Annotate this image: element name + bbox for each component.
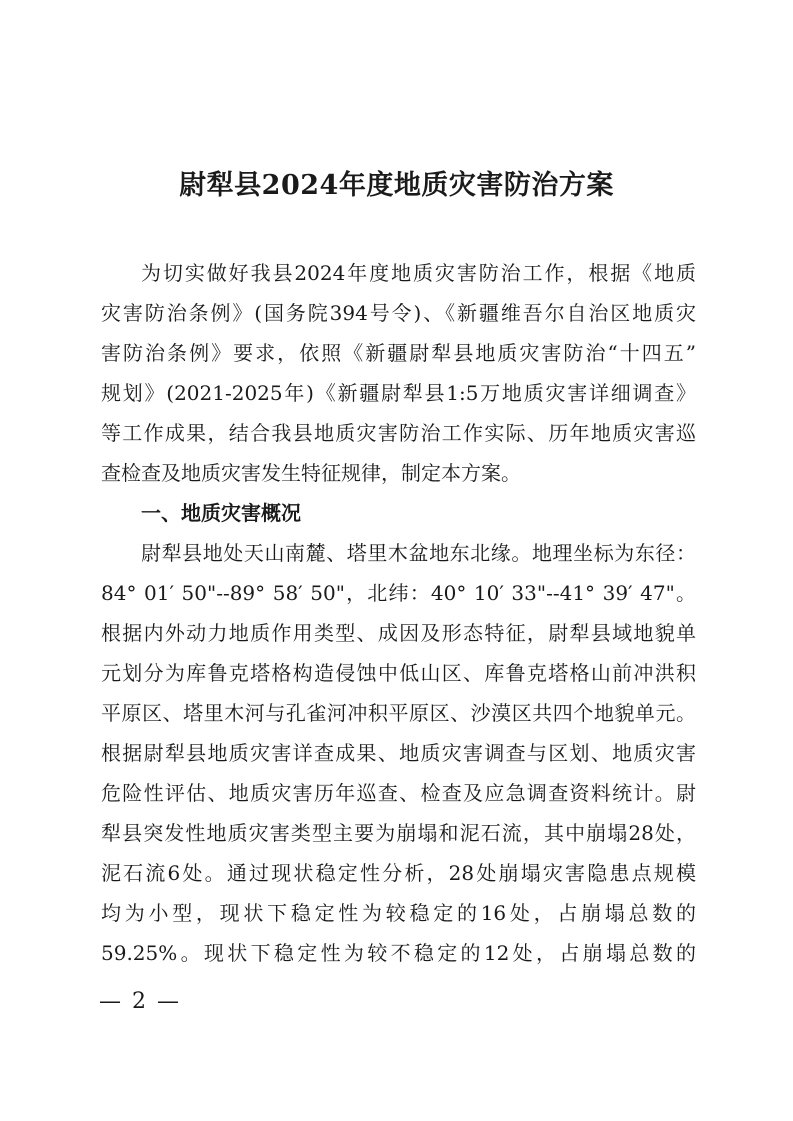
body-line: 根据内外动力地质作用类型、成因及形态特征，尉犁县域地貌单 <box>101 621 696 645</box>
body-line: 犁县突发性地质灾害类型主要为崩塌和泥石流，其中崩塌28处， <box>101 821 696 845</box>
body-line: 59.25%。现状下稳定性为较不稳定的12处，占崩塌总数的 <box>101 941 696 965</box>
body-line: 泥石流6处。通过现状稳定性分析，28处崩塌灾害隐患点规模 <box>101 861 696 885</box>
body-line: 平原区、塔里木河与孔雀河冲积平原区、沙漠区共四个地貌单元。 <box>101 701 696 725</box>
page-number: — 2 — <box>99 989 181 1014</box>
intro-line: 灾害防治条例》(国务院394号令)、《新疆维吾尔自治区地质灾 <box>101 301 696 325</box>
body-line: 危险性评估、地质灾害历年巡查、检查及应急调查资料统计。尉 <box>101 781 696 805</box>
section-heading: 一、地质灾害概况 <box>141 501 301 525</box>
body-line: 根据尉犁县地质灾害详查成果、地质灾害调查与区划、地质灾害 <box>101 741 696 765</box>
intro-line: 害防治条例》要求，依照《新疆尉犁县地质灾害防治“十四五” <box>101 341 696 365</box>
body-line: 尉犁县地处天山南麓、塔里木盆地东北缘。地理坐标为东径： <box>141 541 696 565</box>
document-title: 尉犁县2024年度地质灾害防治方案 <box>179 170 614 201</box>
body-line: 84° 01′ 50"--89° 58′ 50"，北纬：40° 10′ 33"--41° 39′ 47"。 <box>101 581 696 605</box>
intro-line: 查检查及地质灾害发生特征规律，制定本方案。 <box>101 461 521 485</box>
intro-line: 为切实做好我县2024年度地质灾害防治工作，根据《地质 <box>141 261 696 285</box>
body-line: 元划分为库鲁克塔格构造侵蚀中低山区、库鲁克塔格山前冲洪积 <box>101 661 696 685</box>
intro-line: 等工作成果，结合我县地质灾害防治工作实际、历年地质灾害巡 <box>101 421 696 445</box>
body-line: 均为小型，现状下稳定性为较稳定的16处，占崩塌总数的 <box>101 901 696 925</box>
intro-line: 规划》(2021-2025年)《新疆尉犁县1:5万地质灾害详细调查》 <box>101 381 696 405</box>
